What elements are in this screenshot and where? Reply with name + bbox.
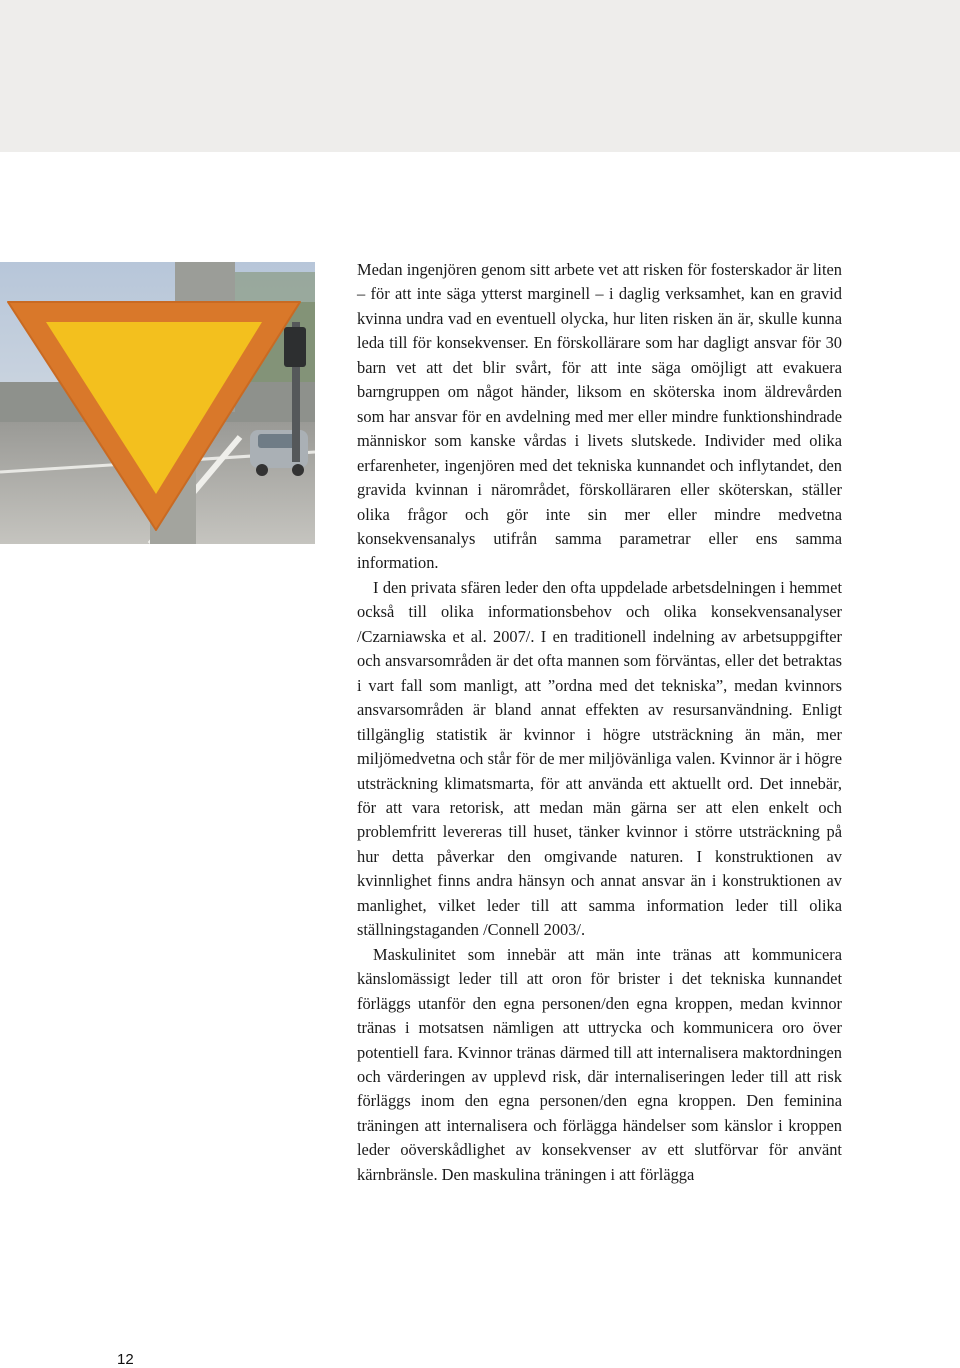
yield-sign-photo — [0, 262, 315, 544]
header-band — [0, 0, 960, 152]
paragraph: Maskulinitet som innebär att män inte tränas att kommunicera känslomässigt leder till att oron för brister i det tekniska kunnandet förläggs utanför den egna personen/den egna kroppen, medan kvinnor tränas i motsatsen nämligen att uttrycka och kommunicera oro över potentiell fara. Kvinnor tränas därmed till att internalisera maktordningen och värderingen av upplevd risk, där internaliseringen leder till att risk förläggs inom den egna personen/den egna kroppen. Den feminina träningen att internalisera och förlägga händelser som känslor i kroppen leder oöverskådlighet av konsekvenser av ett slutförvar för använt kärnbränsle. Den maskulina träningen i att förlägga — [357, 944, 842, 1184]
page-number: 12 — [117, 1351, 134, 1368]
paragraph: I den privata sfären leder den ofta uppdelade arbetsdelningen i hemmet också till olika informationsbehov och olika konsekvensanalyser /Czarniawska et al. 2007/. I en traditionell indelning av arbetsuppgifter och ansvarsområden är det ofta mannen som förväntas, eller det betraktas i vart fall som manligt, att ”ordna med det tekniska”, medan kvinnors ansvarsområden är bland annat effekten av resursanvändning. Enligt tillgänglig statistik är kvinnor i högre utsträckning än män, mer miljömedvetna och står för de mer miljövänliga valen. Kvinnor är i högre utsträckning klimatsmarta, för att använda ett aktuellt ord. Det innebär, för att vara retorisk, att medan män gärna ser att elen enkelt och problemfritt levereras till huset, tänker kvinnor i större utsträckning på hur detta påverkar den omgivande naturen. I konstruktionen av kvinnlighet finns andra hänsyn och annat ansvar än i konstruktionen av manlighet, vilket leder till att samma information leder till olika ställningstaganden /Connell 2003/. — [357, 577, 842, 940]
paragraph: Medan ingenjören genom sitt arbete vet att risken för fosterskador är liten – för att inte säga ytterst marginell – i daglig verksamhet, kan en gravid kvinna undra vad en eventuell olycka, hur liten risken än är, skulle kunna leda till för konsekvenser. En förskollärare som har dagligt ansvar för 30 barn vet att det blir svårt, för att inte säga omöjligt att evakuera barngruppen om något händer, liksom en sköterska inom äldrevården som har ansvar för en avdelning med mer eller mindre funktionshindrade människor som kanske vårdas i livets slutskede. Individer med olika erfarenheter, ingenjören med det tekniska kunnandet och inflytandet, den gravida kvinnan i närområdet, förskolläraren eller sköterskan, ställer olika frågor och gör inte sin mer eller mindre medvetna konsekvensanalys utifrån samma parametrar eller ens samma information. — [357, 260, 842, 573]
yield-sign-icon — [0, 262, 315, 544]
body-text — [357, 258, 842, 1187]
